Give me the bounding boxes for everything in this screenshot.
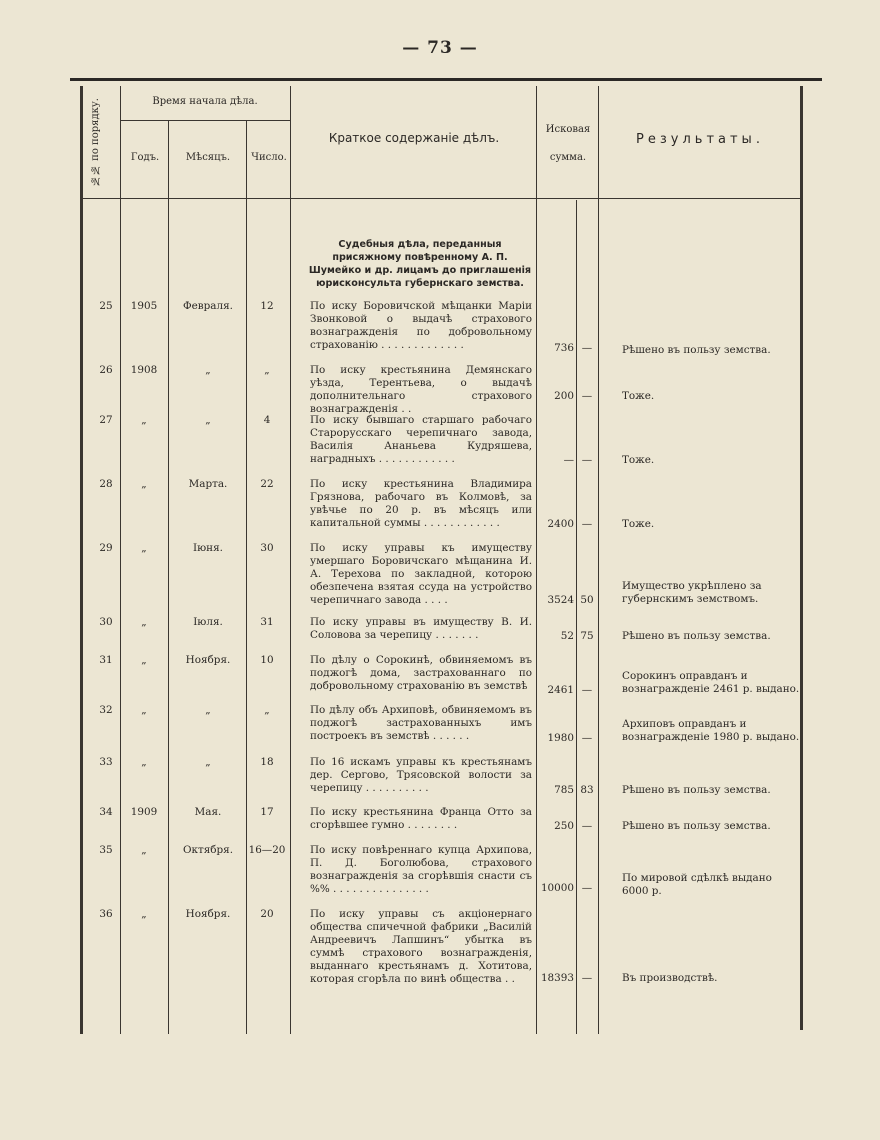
row-sum: 200 (554, 390, 574, 402)
row-sum: 2400 (547, 518, 574, 530)
row-year: 1905 (130, 300, 158, 312)
row-num: 27 (99, 414, 113, 426)
row-sum: 10000 (540, 882, 574, 894)
row-day: 16—20 (248, 844, 286, 856)
row-month: „ (205, 414, 211, 426)
row-result: Тоже. (622, 390, 655, 402)
row-day: 31 (260, 616, 274, 628)
row-result: Рѣшено въ пользу земства. (622, 344, 771, 356)
header-results: Результаты. (636, 132, 764, 147)
row-kopecks: — (581, 820, 593, 832)
row-num: 26 (99, 364, 113, 376)
row-description: По иску Боровичской мѣщанки Марiи Звонковой о выдачѣ страхового вознагражденiя по добровольному страхованiю . . . . . . . . . . . . . (310, 300, 532, 351)
row-description: По дѣлу о Сорокинѣ, обвиняемомъ въ поджогѣ дома, застрахованнаго по добровольному страхованiю въ земствѣ (310, 654, 532, 692)
row-description: По иску управы къ имуществу умершаго Боровичскаго мѣщанина И. А. Терехова по закладной, которою обезпечена взятая ссуда на устройство черепичнаго завода . . . . (310, 542, 532, 606)
row-description: По дѣлу объ Архиповѣ, обвиняемомъ въ поджогѣ застрахованныхъ имъ построекъ въ земствѣ . . . . . . (310, 704, 532, 742)
row-num: 32 (99, 704, 113, 716)
row-month: Февраля. (183, 300, 233, 312)
row-day: „ (264, 704, 270, 716)
row-kopecks: 75 (580, 630, 594, 642)
top-rule (70, 78, 822, 81)
row-result: Рѣшено въ пользу земства. (622, 820, 771, 832)
row-sum: 785 (554, 784, 574, 796)
row-description: По иску бывшаго старшаго рабочаго Старорусскаго черепичнаго завода, Василiя Ананьева Кудряшева, наградныхъ . . . . . . . . . . . . (310, 414, 532, 465)
row-kopecks: — (581, 684, 593, 696)
row-result: Архиповъ оправданъ и вознагражденiе 1980 р. выдано. (622, 718, 800, 743)
row-result: Рѣшено въ пользу земства. (622, 784, 771, 796)
row-result: Тоже. (622, 518, 655, 530)
row-num: 25 (99, 300, 113, 312)
row-result: Имущество укрѣплено за губернскимъ земствомъ. (622, 580, 762, 605)
col-divider-sum (598, 86, 599, 1034)
row-num: 34 (99, 806, 113, 818)
col-divider-num (120, 86, 121, 1034)
header-bottom-line (80, 198, 802, 199)
row-month: „ (205, 704, 211, 716)
row-description: По иску управы съ акцiонернаго общества спичечной фабрики „Василiй Андреевичъ Лапшинъ“ убытка въ суммѣ страхового вознагражденiя, выданнаго крестьянамъ д. Хотитова, которая сгорѣла по винѣ общества . . (310, 908, 532, 985)
row-sum: 18393 (540, 972, 574, 984)
row-description: По 16 искамъ управы къ крестьянамъ дер. Сергово, Трясовской волости за черепицу . . . . . . . . . . (310, 756, 532, 794)
row-year: „ (141, 756, 147, 768)
header-num: №№ по порядку. (90, 98, 101, 186)
header-year: Годъ. (130, 152, 160, 163)
row-description: По иску управы въ имуществу В. И. Соловова за черепицу . . . . . . . (310, 616, 532, 641)
col-divider-desc (536, 86, 537, 1034)
row-year: „ (141, 908, 147, 920)
row-day: 18 (260, 756, 274, 768)
row-month: Ноября. (185, 654, 231, 666)
row-kopecks: — (581, 390, 593, 402)
row-day: 12 (260, 300, 274, 312)
row-day: „ (264, 364, 270, 376)
header-time-start: Время начала дѣла. (152, 96, 258, 107)
col-divider-month (246, 120, 247, 1034)
page-number: — 73 — (402, 38, 478, 58)
row-sum: 736 (554, 342, 574, 354)
row-result: Въ производствѣ. (622, 972, 718, 984)
row-kopecks: 83 (580, 784, 594, 796)
row-month: Марта. (188, 478, 228, 490)
row-month: Мая. (194, 806, 222, 818)
row-year: „ (141, 542, 147, 554)
col-divider-day (290, 86, 291, 1034)
row-num: 30 (99, 616, 113, 628)
row-num: 28 (99, 478, 113, 490)
col-divider-rub (576, 200, 577, 1034)
header-claim-line1: Исковая (545, 124, 591, 135)
row-year: „ (141, 704, 147, 716)
row-sum: 52 (560, 630, 574, 642)
row-num: 33 (99, 756, 113, 768)
row-description: По иску повѣреннаго купца Архипова, П. Д. Боголюбова, страхового вознагражденiя за сгорѣвшiя снасти съ %% . . . . . . . . . . . . . . . (310, 844, 532, 895)
row-kopecks: — (581, 882, 593, 894)
header-month: Мѣсяцъ. (185, 152, 231, 163)
row-num: 36 (99, 908, 113, 920)
row-year: „ (141, 414, 147, 426)
header-claim-line2: сумма. (549, 152, 587, 163)
row-sum: 3524 (547, 594, 574, 606)
row-month: „ (205, 756, 211, 768)
row-result: Тоже. (622, 454, 655, 466)
row-sum: 2461 (547, 684, 574, 696)
row-sum: 250 (554, 820, 574, 832)
row-description: По иску крестьянина Демянскаго уѣзда, Терентьева, о выдачѣ дополнительнаго страхового вознагражденiя . . (310, 364, 532, 415)
row-year: „ (141, 478, 147, 490)
row-year: 1908 (130, 364, 158, 376)
row-sum: 1980 (547, 732, 574, 744)
row-day: 10 (260, 654, 274, 666)
row-num: 35 (99, 844, 113, 856)
row-result: По мировой сдѣлкѣ выдано 6000 р. (622, 872, 772, 897)
row-kopecks: — (581, 518, 593, 530)
row-result: Сорокинъ оправданъ и вознагражденiе 2461 р. выдано. (622, 670, 800, 695)
section-title: Судебныя дѣла, переданныя присяжному повѣренному А. П. Шумейко и др. лицамъ до приглашенiя юрисконсульта губернскаго земства. (308, 239, 532, 289)
row-month: Ноября. (185, 908, 231, 920)
header-subline (120, 120, 290, 121)
row-kopecks: — (581, 732, 593, 744)
row-year: „ (141, 844, 147, 856)
row-year: „ (141, 616, 147, 628)
row-month: Iюня. (193, 542, 223, 554)
header-day: Число. (251, 152, 287, 163)
right-border (800, 86, 803, 1030)
row-month: „ (205, 364, 211, 376)
row-kopecks: — (581, 454, 593, 466)
row-day: 17 (260, 806, 274, 818)
row-kopecks: — (581, 972, 593, 984)
row-month: Iюля. (193, 616, 223, 628)
row-day: 4 (263, 414, 271, 426)
row-sum: — (563, 454, 574, 466)
header-summary: Краткое содержанiе дѣлъ. (328, 131, 500, 145)
row-kopecks: — (581, 342, 593, 354)
row-day: 20 (260, 908, 274, 920)
row-kopecks: 50 (580, 594, 594, 606)
row-description: По иску крестьянина Франца Отто за сгорѣвшее гумно . . . . . . . . (310, 806, 532, 831)
row-year: 1909 (130, 806, 158, 818)
col-divider-year (168, 120, 169, 1034)
row-num: 31 (99, 654, 113, 666)
row-result: Рѣшено въ пользу земства. (622, 630, 771, 642)
row-month: Октября. (182, 844, 234, 856)
row-year: „ (141, 654, 147, 666)
row-day: 30 (260, 542, 274, 554)
row-day: 22 (260, 478, 274, 490)
row-description: По иску крестьянина Владимира Грязнова, рабочаго въ Колмовѣ, за увѣчье по 20 р. въ мѣсяцъ или капитальной суммы . . . . . . . . . . . . (310, 478, 532, 529)
row-num: 29 (99, 542, 113, 554)
left-border (80, 86, 83, 1034)
